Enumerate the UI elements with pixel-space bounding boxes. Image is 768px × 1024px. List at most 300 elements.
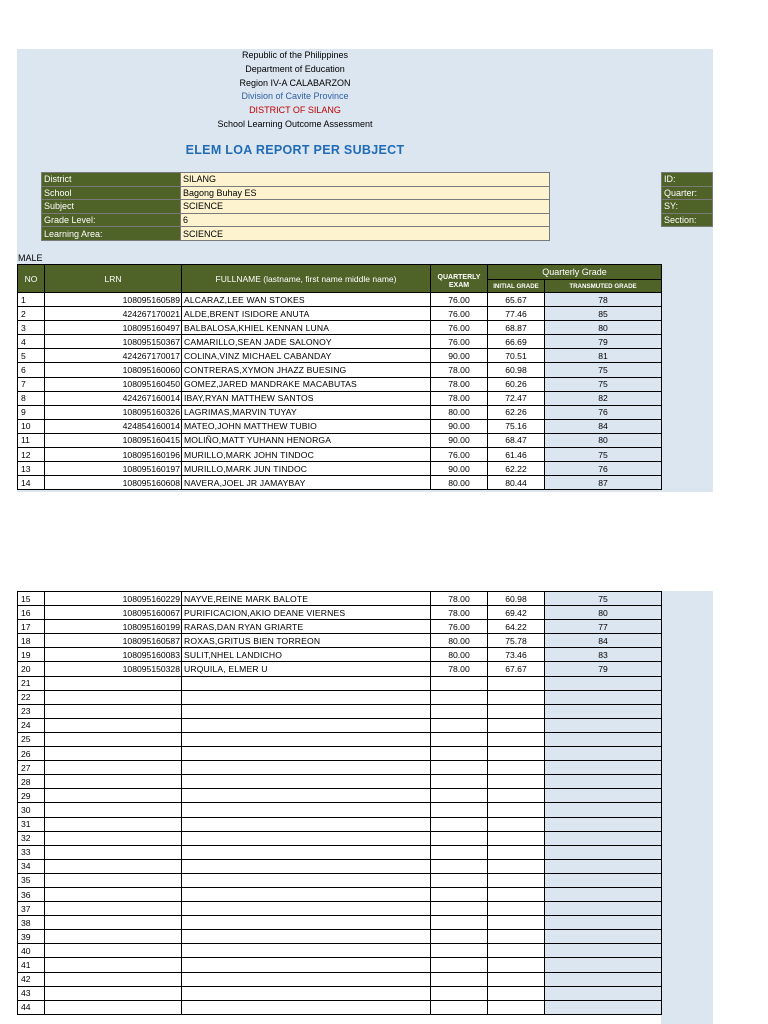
cell-lrn bbox=[45, 747, 182, 761]
cell-quarterly-exam[interactable]: 78.00 bbox=[431, 363, 488, 377]
cell-no: 39 bbox=[18, 930, 45, 944]
cell-initial-grade bbox=[488, 747, 545, 761]
cell-transmuted-grade: 79 bbox=[545, 662, 662, 676]
cell-initial-grade: 62.22 bbox=[488, 462, 545, 476]
cell-fullname bbox=[182, 718, 431, 732]
cell-quarterly-exam[interactable] bbox=[431, 732, 488, 746]
cell-no: 35 bbox=[18, 873, 45, 887]
cell-no: 9 bbox=[18, 405, 45, 419]
cell-transmuted-grade bbox=[545, 944, 662, 958]
cell-no: 37 bbox=[18, 902, 45, 916]
cell-lrn bbox=[45, 972, 182, 986]
table-row bbox=[18, 335, 662, 349]
cell-fullname bbox=[182, 761, 431, 775]
report-title: ELEM LOA REPORT PER SUBJECT bbox=[185, 143, 405, 157]
cell-quarterly-exam[interactable]: 80.00 bbox=[431, 648, 488, 662]
cell-lrn: 424267170017 bbox=[45, 349, 182, 363]
table-row bbox=[18, 690, 662, 704]
cell-transmuted-grade bbox=[545, 803, 662, 817]
cell-lrn bbox=[45, 902, 182, 916]
col-initial-grade-header: INITIAL GRADE bbox=[488, 280, 545, 293]
cell-transmuted-grade: 85 bbox=[545, 307, 662, 321]
cell-no: 22 bbox=[18, 690, 45, 704]
header-republic: Republic of the Philippines bbox=[241, 50, 349, 60]
table-row bbox=[18, 1000, 662, 1014]
cell-fullname bbox=[182, 930, 431, 944]
cell-initial-grade bbox=[488, 972, 545, 986]
cell-no: 4 bbox=[18, 335, 45, 349]
col-transmuted-grade-header: TRANSMUTED GRADE bbox=[545, 280, 662, 293]
cell-lrn bbox=[45, 1000, 182, 1014]
cell-initial-grade bbox=[488, 1000, 545, 1014]
info-right-row bbox=[662, 200, 713, 214]
info-value[interactable]: SCIENCE bbox=[181, 227, 550, 241]
table-row bbox=[18, 958, 662, 972]
cell-fullname: URQUILA, ELMER U bbox=[182, 662, 431, 676]
cell-lrn bbox=[45, 803, 182, 817]
cell-transmuted-grade: 79 bbox=[545, 335, 662, 349]
cell-quarterly-exam[interactable] bbox=[431, 803, 488, 817]
cell-lrn: 108095160229 bbox=[45, 592, 182, 606]
cell-transmuted-grade: 87 bbox=[545, 476, 662, 490]
table-row bbox=[18, 775, 662, 789]
cell-fullname bbox=[182, 676, 431, 690]
cell-fullname: NAYVE,REINE MARK BALOTE bbox=[182, 592, 431, 606]
info-value[interactable]: Bagong Buhay ES bbox=[181, 186, 550, 200]
cell-fullname bbox=[182, 958, 431, 972]
cell-lrn: 108095150328 bbox=[45, 662, 182, 676]
info-label: School bbox=[42, 186, 181, 200]
grades-table-page1 bbox=[17, 264, 662, 490]
cell-quarterly-exam[interactable] bbox=[431, 859, 488, 873]
cell-quarterly-exam[interactable] bbox=[431, 845, 488, 859]
cell-quarterly-exam[interactable]: 76.00 bbox=[431, 307, 488, 321]
cell-fullname bbox=[182, 916, 431, 930]
cell-quarterly-exam[interactable] bbox=[431, 930, 488, 944]
cell-fullname: COLINA,VINZ MICHAEL CABANDAY bbox=[182, 349, 431, 363]
col-fullname-header: FULLNAME (lastname, first name middle name) bbox=[182, 265, 431, 293]
info-row bbox=[42, 186, 550, 200]
cell-fullname bbox=[182, 704, 431, 718]
cell-quarterly-exam[interactable]: 90.00 bbox=[431, 462, 488, 476]
info-label: Grade Level: bbox=[42, 213, 181, 227]
cell-quarterly-exam[interactable]: 80.00 bbox=[431, 476, 488, 490]
table-row bbox=[18, 916, 662, 930]
cell-fullname: ROXAS,GRITUS BIEN TORREON bbox=[182, 634, 431, 648]
cell-quarterly-exam[interactable] bbox=[431, 747, 488, 761]
cell-no: 1 bbox=[18, 293, 45, 307]
cell-transmuted-grade: 83 bbox=[545, 648, 662, 662]
cell-fullname bbox=[182, 775, 431, 789]
cell-fullname bbox=[182, 944, 431, 958]
cell-lrn bbox=[45, 958, 182, 972]
table-row bbox=[18, 831, 662, 845]
cell-lrn bbox=[45, 718, 182, 732]
cell-fullname bbox=[182, 1000, 431, 1014]
cell-initial-grade bbox=[488, 902, 545, 916]
table-row bbox=[18, 930, 662, 944]
page2-right-band bbox=[661, 591, 713, 1024]
table-row bbox=[18, 718, 662, 732]
cell-lrn: 108095160415 bbox=[45, 433, 182, 447]
table-row bbox=[18, 293, 662, 307]
header-assessment: School Learning Outcome Assessment bbox=[217, 119, 373, 129]
cell-quarterly-exam[interactable]: 80.00 bbox=[431, 634, 488, 648]
cell-lrn: 424267160014 bbox=[45, 391, 182, 405]
cell-lrn bbox=[45, 789, 182, 803]
cell-no: 13 bbox=[18, 462, 45, 476]
cell-initial-grade: 75.78 bbox=[488, 634, 545, 648]
cell-initial-grade bbox=[488, 859, 545, 873]
cell-lrn: 108095160587 bbox=[45, 634, 182, 648]
cell-no: 24 bbox=[18, 718, 45, 732]
cell-lrn: 108095160067 bbox=[45, 606, 182, 620]
cell-lrn: 424854160014 bbox=[45, 419, 182, 433]
cell-fullname: PURIFICACION,AKIO DEANE VIERNES bbox=[182, 606, 431, 620]
info-row bbox=[42, 227, 550, 241]
cell-lrn bbox=[45, 873, 182, 887]
info-right-row bbox=[662, 213, 713, 227]
cell-quarterly-exam[interactable]: 78.00 bbox=[431, 592, 488, 606]
table-row bbox=[18, 592, 662, 606]
cell-fullname bbox=[182, 747, 431, 761]
cell-quarterly-exam[interactable]: 76.00 bbox=[431, 448, 488, 462]
cell-transmuted-grade bbox=[545, 789, 662, 803]
info-label: District bbox=[42, 173, 181, 187]
info-right-label: Section: bbox=[662, 213, 713, 227]
cell-no: 42 bbox=[18, 972, 45, 986]
cell-transmuted-grade bbox=[545, 704, 662, 718]
cell-initial-grade: 60.26 bbox=[488, 377, 545, 391]
info-value[interactable]: SCIENCE bbox=[181, 200, 550, 214]
cell-fullname: MURILLO,MARK JOHN TINDOC bbox=[182, 448, 431, 462]
cell-lrn: 108095160196 bbox=[45, 448, 182, 462]
cell-transmuted-grade bbox=[545, 718, 662, 732]
cell-lrn: 108095160497 bbox=[45, 321, 182, 335]
info-right-row bbox=[662, 186, 713, 200]
info-row bbox=[42, 173, 550, 187]
cell-quarterly-exam[interactable] bbox=[431, 817, 488, 831]
cell-no: 26 bbox=[18, 747, 45, 761]
cell-quarterly-exam[interactable]: 90.00 bbox=[431, 433, 488, 447]
cell-no: 27 bbox=[18, 761, 45, 775]
info-value[interactable]: 6 bbox=[181, 213, 550, 227]
cell-quarterly-exam[interactable] bbox=[431, 761, 488, 775]
cell-initial-grade bbox=[488, 789, 545, 803]
header-division: Division of Cavite Province bbox=[241, 91, 349, 101]
cell-initial-grade: 77.46 bbox=[488, 307, 545, 321]
table-row bbox=[18, 676, 662, 690]
cell-quarterly-exam[interactable] bbox=[431, 718, 488, 732]
table-row bbox=[18, 405, 662, 419]
header-district: DISTRICT OF SILANG bbox=[249, 105, 341, 115]
info-right-label: SY: bbox=[662, 200, 713, 214]
table-row bbox=[18, 476, 662, 490]
cell-no: 8 bbox=[18, 391, 45, 405]
cell-no: 20 bbox=[18, 662, 45, 676]
cell-lrn bbox=[45, 775, 182, 789]
table-row bbox=[18, 433, 662, 447]
cell-lrn bbox=[45, 704, 182, 718]
cell-initial-grade bbox=[488, 803, 545, 817]
cell-transmuted-grade bbox=[545, 732, 662, 746]
cell-no: 30 bbox=[18, 803, 45, 817]
cell-fullname: BALBALOSA,KHIEL KENNAN LUNA bbox=[182, 321, 431, 335]
cell-lrn: 108095160060 bbox=[45, 363, 182, 377]
table-row bbox=[18, 845, 662, 859]
cell-fullname bbox=[182, 803, 431, 817]
info-right-table bbox=[661, 172, 713, 227]
cell-transmuted-grade bbox=[545, 775, 662, 789]
cell-initial-grade bbox=[488, 732, 545, 746]
cell-fullname bbox=[182, 732, 431, 746]
info-label: Subject bbox=[42, 200, 181, 214]
cell-lrn bbox=[45, 944, 182, 958]
cell-fullname: MURILLO,MARK JUN TINDOC bbox=[182, 462, 431, 476]
col-exam-header: QUARTERLY EXAM bbox=[431, 265, 488, 293]
table-row bbox=[18, 902, 662, 916]
cell-transmuted-grade bbox=[545, 1000, 662, 1014]
info-right-label: Quarter: bbox=[662, 186, 713, 200]
cell-no: 41 bbox=[18, 958, 45, 972]
cell-initial-grade bbox=[488, 704, 545, 718]
cell-quarterly-exam[interactable]: 76.00 bbox=[431, 620, 488, 634]
cell-lrn: 108095160450 bbox=[45, 377, 182, 391]
cell-no: 38 bbox=[18, 916, 45, 930]
cell-lrn bbox=[45, 986, 182, 1000]
cell-quarterly-exam[interactable] bbox=[431, 958, 488, 972]
cell-initial-grade bbox=[488, 916, 545, 930]
cell-initial-grade bbox=[488, 873, 545, 887]
cell-lrn bbox=[45, 676, 182, 690]
table-row bbox=[18, 817, 662, 831]
cell-transmuted-grade bbox=[545, 916, 662, 930]
cell-transmuted-grade: 84 bbox=[545, 419, 662, 433]
cell-quarterly-exam[interactable]: 80.00 bbox=[431, 405, 488, 419]
cell-transmuted-grade bbox=[545, 887, 662, 901]
cell-fullname: NAVERA,JOEL JR JAMAYBAY bbox=[182, 476, 431, 490]
cell-quarterly-exam[interactable] bbox=[431, 1000, 488, 1014]
table-row bbox=[18, 986, 662, 1000]
cell-quarterly-exam[interactable] bbox=[431, 704, 488, 718]
cell-quarterly-exam[interactable]: 76.00 bbox=[431, 293, 488, 307]
cell-fullname bbox=[182, 845, 431, 859]
cell-no: 23 bbox=[18, 704, 45, 718]
cell-transmuted-grade bbox=[545, 972, 662, 986]
cell-initial-grade: 60.98 bbox=[488, 363, 545, 377]
cell-no: 6 bbox=[18, 363, 45, 377]
info-right-row bbox=[662, 173, 713, 187]
cell-initial-grade: 80.44 bbox=[488, 476, 545, 490]
cell-lrn bbox=[45, 831, 182, 845]
info-row bbox=[42, 200, 550, 214]
cell-initial-grade bbox=[488, 986, 545, 1000]
cell-initial-grade: 61.46 bbox=[488, 448, 545, 462]
cell-no: 11 bbox=[18, 433, 45, 447]
cell-initial-grade: 67.67 bbox=[488, 662, 545, 676]
grades-table-page2 bbox=[17, 591, 662, 1015]
cell-initial-grade bbox=[488, 676, 545, 690]
cell-no: 25 bbox=[18, 732, 45, 746]
table-row bbox=[18, 462, 662, 476]
cell-no: 17 bbox=[18, 620, 45, 634]
cell-quarterly-exam[interactable] bbox=[431, 873, 488, 887]
table-row bbox=[18, 747, 662, 761]
cell-initial-grade: 73.46 bbox=[488, 648, 545, 662]
cell-no: 16 bbox=[18, 606, 45, 620]
cell-no: 28 bbox=[18, 775, 45, 789]
cell-fullname: LAGRIMAS,MARVIN TUYAY bbox=[182, 405, 431, 419]
info-row bbox=[42, 213, 550, 227]
cell-fullname bbox=[182, 831, 431, 845]
cell-fullname: CONTRERAS,XYMON JHAZZ BUESING bbox=[182, 363, 431, 377]
cell-no: 40 bbox=[18, 944, 45, 958]
cell-quarterly-exam[interactable]: 78.00 bbox=[431, 606, 488, 620]
cell-transmuted-grade: 76 bbox=[545, 462, 662, 476]
info-label: Learning Area: bbox=[42, 227, 181, 241]
cell-initial-grade bbox=[488, 845, 545, 859]
cell-quarterly-exam[interactable] bbox=[431, 831, 488, 845]
cell-fullname: MATEO,JOHN MATTHEW TUBIO bbox=[182, 419, 431, 433]
cell-lrn: 108095160199 bbox=[45, 620, 182, 634]
cell-fullname: CAMARILLO,SEAN JADE SALONOY bbox=[182, 335, 431, 349]
cell-quarterly-exam[interactable]: 90.00 bbox=[431, 349, 488, 363]
cell-no: 14 bbox=[18, 476, 45, 490]
cell-quarterly-exam[interactable] bbox=[431, 986, 488, 1000]
cell-initial-grade: 70.51 bbox=[488, 349, 545, 363]
cell-fullname bbox=[182, 859, 431, 873]
col-lrn-header: LRN bbox=[45, 265, 182, 293]
cell-initial-grade bbox=[488, 817, 545, 831]
cell-transmuted-grade: 80 bbox=[545, 433, 662, 447]
table-row bbox=[18, 972, 662, 986]
cell-quarterly-exam[interactable] bbox=[431, 690, 488, 704]
col-quarterly-grade-header: Quarterly Grade bbox=[488, 265, 662, 280]
info-right-label: ID: bbox=[662, 173, 713, 187]
info-value[interactable]: SILANG bbox=[181, 173, 550, 187]
cell-quarterly-exam[interactable]: 76.00 bbox=[431, 335, 488, 349]
cell-initial-grade: 75.16 bbox=[488, 419, 545, 433]
cell-quarterly-exam[interactable] bbox=[431, 972, 488, 986]
cell-no: 18 bbox=[18, 634, 45, 648]
cell-initial-grade: 65.67 bbox=[488, 293, 545, 307]
table-row bbox=[18, 648, 662, 662]
cell-no: 33 bbox=[18, 845, 45, 859]
table-row bbox=[18, 634, 662, 648]
cell-lrn: 108095160197 bbox=[45, 462, 182, 476]
cell-transmuted-grade: 75 bbox=[545, 377, 662, 391]
cell-quarterly-exam[interactable] bbox=[431, 916, 488, 930]
cell-fullname: MOLIÑO,MATT YUHANN HENORGA bbox=[182, 433, 431, 447]
cell-fullname: SULIT,NHEL LANDICHO bbox=[182, 648, 431, 662]
cell-no: 3 bbox=[18, 321, 45, 335]
cell-lrn: 108095160083 bbox=[45, 648, 182, 662]
cell-lrn bbox=[45, 916, 182, 930]
table-row bbox=[18, 606, 662, 620]
table-row bbox=[18, 944, 662, 958]
header-deped: Department of Education bbox=[245, 64, 345, 74]
cell-quarterly-exam[interactable] bbox=[431, 944, 488, 958]
cell-lrn bbox=[45, 690, 182, 704]
cell-transmuted-grade bbox=[545, 873, 662, 887]
info-table bbox=[41, 172, 550, 241]
cell-no: 10 bbox=[18, 419, 45, 433]
cell-fullname bbox=[182, 789, 431, 803]
cell-lrn bbox=[45, 761, 182, 775]
cell-initial-grade bbox=[488, 690, 545, 704]
table-row bbox=[18, 620, 662, 634]
cell-lrn bbox=[45, 732, 182, 746]
table-row bbox=[18, 704, 662, 718]
cell-no: 5 bbox=[18, 349, 45, 363]
cell-transmuted-grade bbox=[545, 930, 662, 944]
cell-no: 19 bbox=[18, 648, 45, 662]
cell-lrn: 108095160608 bbox=[45, 476, 182, 490]
cell-quarterly-exam[interactable] bbox=[431, 676, 488, 690]
cell-fullname: ALDE,BRENT ISIDORE ANUTA bbox=[182, 307, 431, 321]
cell-transmuted-grade bbox=[545, 817, 662, 831]
cell-transmuted-grade: 75 bbox=[545, 448, 662, 462]
cell-no: 12 bbox=[18, 448, 45, 462]
cell-no: 43 bbox=[18, 986, 45, 1000]
cell-quarterly-exam[interactable] bbox=[431, 775, 488, 789]
cell-quarterly-exam[interactable]: 78.00 bbox=[431, 377, 488, 391]
table-row bbox=[18, 761, 662, 775]
cell-transmuted-grade bbox=[545, 902, 662, 916]
cell-transmuted-grade bbox=[545, 845, 662, 859]
cell-quarterly-exam[interactable] bbox=[431, 902, 488, 916]
cell-transmuted-grade: 82 bbox=[545, 391, 662, 405]
cell-quarterly-exam[interactable] bbox=[431, 887, 488, 901]
cell-initial-grade bbox=[488, 958, 545, 972]
cell-quarterly-exam[interactable]: 78.00 bbox=[431, 662, 488, 676]
table-row bbox=[18, 887, 662, 901]
table-row bbox=[18, 307, 662, 321]
header-region: Region IV-A CALABARZON bbox=[239, 78, 351, 88]
cell-no: 21 bbox=[18, 676, 45, 690]
cell-transmuted-grade: 77 bbox=[545, 620, 662, 634]
cell-transmuted-grade bbox=[545, 859, 662, 873]
cell-transmuted-grade bbox=[545, 958, 662, 972]
cell-fullname bbox=[182, 690, 431, 704]
table-row bbox=[18, 391, 662, 405]
cell-lrn: 108095150367 bbox=[45, 335, 182, 349]
cell-initial-grade bbox=[488, 930, 545, 944]
cell-lrn bbox=[45, 859, 182, 873]
cell-lrn bbox=[45, 930, 182, 944]
cell-lrn bbox=[45, 817, 182, 831]
cell-transmuted-grade: 81 bbox=[545, 349, 662, 363]
cell-no: 7 bbox=[18, 377, 45, 391]
cell-quarterly-exam[interactable]: 76.00 bbox=[431, 321, 488, 335]
cell-quarterly-exam[interactable]: 90.00 bbox=[431, 419, 488, 433]
cell-no: 44 bbox=[18, 1000, 45, 1014]
table-row bbox=[18, 873, 662, 887]
cell-initial-grade bbox=[488, 761, 545, 775]
cell-fullname bbox=[182, 972, 431, 986]
cell-no: 36 bbox=[18, 887, 45, 901]
table-row bbox=[18, 349, 662, 363]
cell-initial-grade bbox=[488, 944, 545, 958]
cell-quarterly-exam[interactable] bbox=[431, 789, 488, 803]
cell-quarterly-exam[interactable]: 78.00 bbox=[431, 391, 488, 405]
table-row bbox=[18, 859, 662, 873]
cell-lrn: 108095160326 bbox=[45, 405, 182, 419]
cell-fullname bbox=[182, 986, 431, 1000]
table-row bbox=[18, 419, 662, 433]
cell-transmuted-grade: 78 bbox=[545, 293, 662, 307]
table-row bbox=[18, 321, 662, 335]
